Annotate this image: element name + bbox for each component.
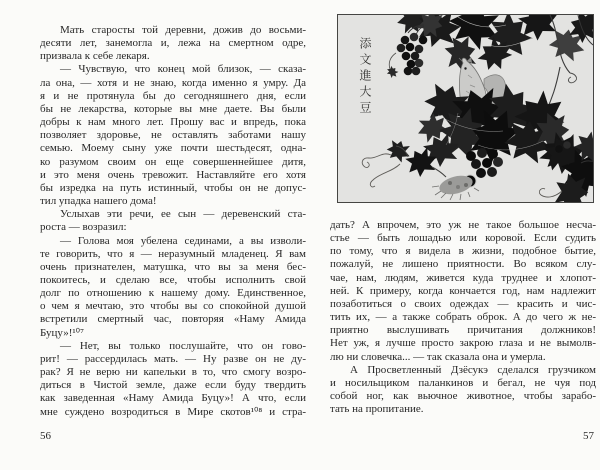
text-line: ла она, — хотя и не знаю, когда именно я умру. Да	[40, 76, 306, 89]
text-line: о чем я мечтаю, это чтобы вы со спокойной душой	[40, 300, 306, 313]
page-number-right: 57	[583, 430, 594, 442]
text-line: тить их, — а также собрать оброк. А до чего ж не-	[330, 311, 596, 324]
text-line: семью. Моему сыну уже почти шестьдесят, одна-	[40, 142, 306, 155]
text-line: диться в Чистой земле, даже если буду твердить	[40, 379, 306, 392]
grape-cluster-top	[385, 25, 428, 80]
text-line: — Нет, вы только послушайте, что он гово-	[60, 339, 306, 352]
text-line: долг по отношению к нашему дому. Единственное,	[40, 287, 306, 300]
text-line: встретили смертный час, повторяя «Наму Амида	[40, 313, 306, 326]
text-line: — Голова моя убелена сединами, а вы изволи-	[60, 234, 306, 247]
text-line: призвала к себе лекаря.	[40, 50, 150, 63]
text-line: добры к нам много лет. Прошу вас и впредь, пока	[40, 116, 306, 129]
text-line: собой ног, как вьючное животное, чтобы зарабо-	[330, 390, 596, 403]
text-line: ко разумом своим он еще совершеннейшее дитя,	[40, 155, 306, 168]
text-line: тил упадка нашего дома!	[40, 195, 157, 208]
text-line: лю ни словечка... — так сказала она и умерла.	[330, 350, 546, 363]
woodblock-illustration	[337, 14, 594, 203]
text-line: Буцу»!¹⁰⁷	[40, 326, 84, 339]
text-line: рак? Я не верю ни капельки в то, что смогу возро-	[40, 366, 306, 379]
text-line: — Чувствую, что конец мой близок, — сказа-	[60, 63, 306, 76]
illustration-drawing	[338, 15, 593, 202]
text-line: Нет уж, я лучше просто закрою глаза и не вымолв-	[330, 337, 596, 350]
squirrel-eye	[464, 67, 466, 69]
text-line: покоитесь, и сделаю все, чтобы исполнить свой	[40, 273, 306, 286]
text-line: чае, нам, людям, живется куда труднее и хлопот-	[330, 271, 596, 284]
text-line: тать на пропитание.	[330, 403, 424, 416]
text-line: как заведенная «Наму Амида Буцу»! А что, если	[40, 392, 306, 405]
calligraphy-inscription: 添文進大豆	[358, 37, 372, 117]
text-line: очень признателен, матушка, что вы за меня бес-	[40, 260, 306, 273]
text-line: и носильщиком паланкинов и бегал, не чуя под	[330, 376, 596, 389]
text-line: ней. К примеру, когда кончается год, нам надлежит	[330, 284, 596, 297]
text-line: А Просветленный Дзёсукэ сделался грузчиком	[350, 363, 596, 376]
text-line: стье — быть лошадью или коровой. Если судить	[330, 232, 596, 245]
right-page-text-column	[330, 219, 596, 416]
text-line: позволяет здоровье, не оставлять заботами нашу	[40, 129, 306, 142]
text-line: и это меня очень тревожит. Наставляйте его хотя	[40, 168, 306, 181]
vine-leaves-top	[393, 15, 593, 76]
text-line: бы не лекарства, которые вы мне даете. Вы были	[40, 102, 306, 115]
text-line: Услыхав эти речи, ее сын — деревенский ста-	[60, 208, 306, 221]
text-line: рит! — рассердилась мать. — Ну разве он не ду-	[40, 352, 306, 365]
text-line: дать? А впрочем, это уж не такое большое несча-	[330, 219, 596, 231]
text-line: роста — возразил:	[40, 221, 127, 234]
text-line: бы изредка на путь истинный, чтобы он не допус-	[40, 181, 306, 194]
page-number-left: 56	[40, 430, 51, 442]
text-line: пожалуй, не лишено приятности. Во всяком слу-	[330, 258, 596, 271]
text-line: Мать старосты той деревни, дожив до восьми-	[60, 24, 306, 36]
text-line: мне суждено возродиться в Мире скотов¹⁰⁸ и стра-	[40, 405, 306, 418]
left-page-text-column	[40, 24, 306, 419]
text-line: по тому, что я видела в жизни, подобное бытие,	[330, 245, 596, 258]
text-line: десяти лет, занемогла и, лежа на смертном одре,	[40, 37, 306, 50]
text-line: приятно выслушивать причитания должников!	[330, 324, 596, 337]
text-line: позаботиться о своих одеждах — красить и чис-	[330, 297, 596, 310]
text-line: те говорить, что я — неразумный младенец. Я вам	[40, 247, 306, 260]
text-line: я и не протянула бы до сегодняшнего дня, если	[40, 89, 306, 102]
